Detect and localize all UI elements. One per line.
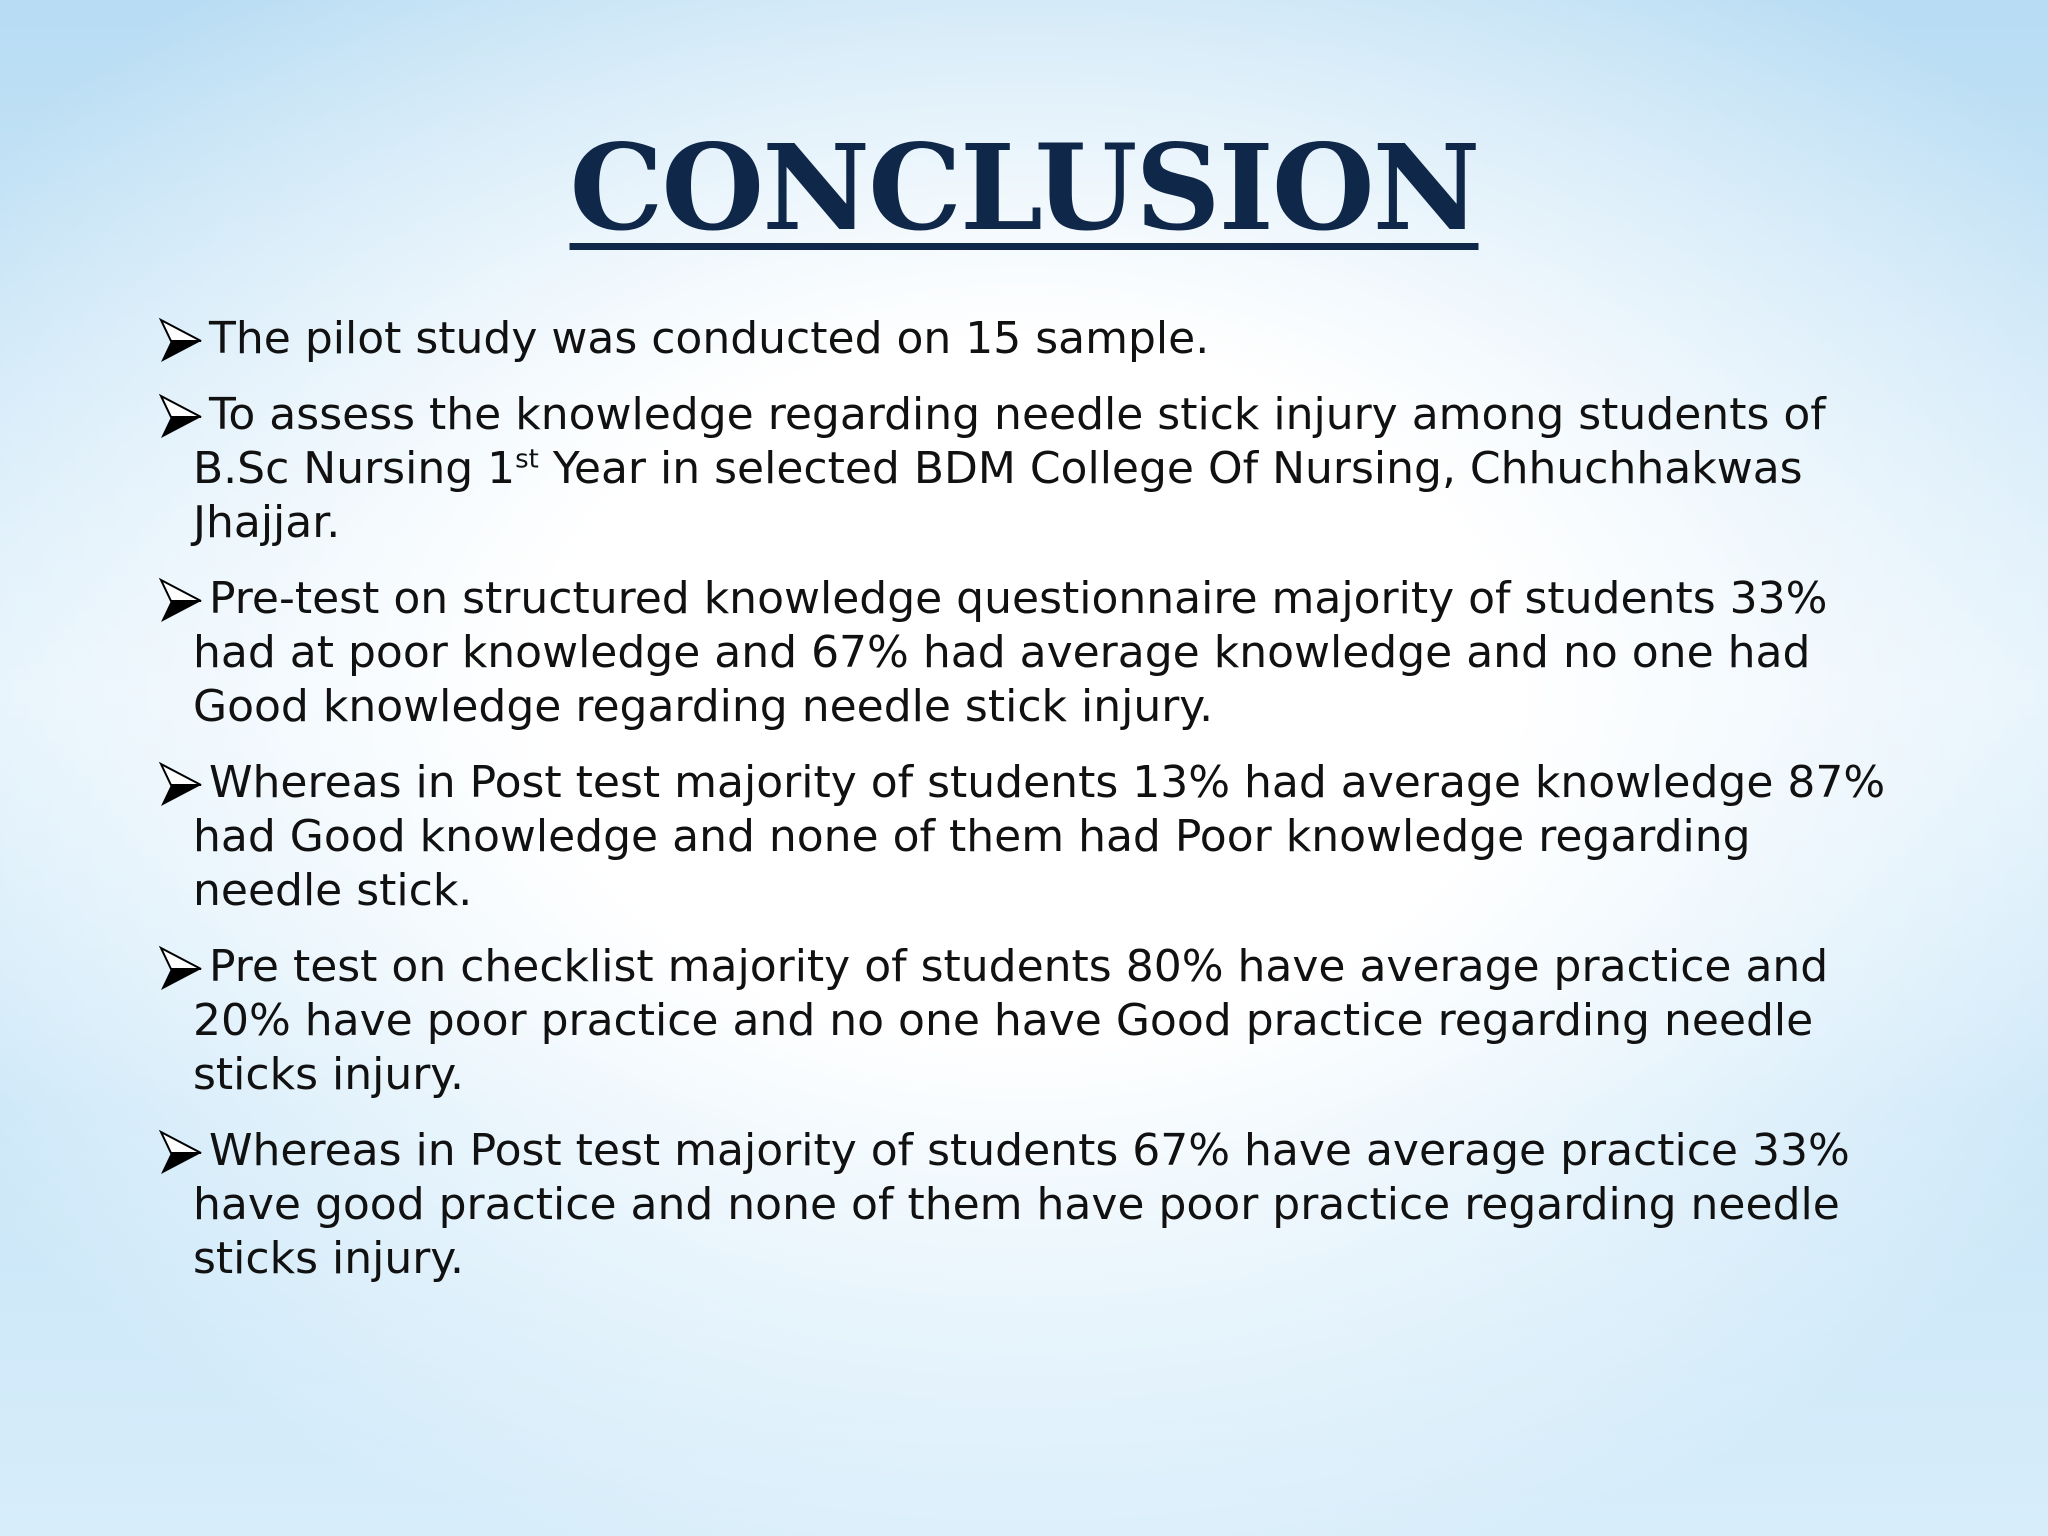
bullet-text-continued: Year in selected BDM College Of Nursing, Chhuchhakwas Jhajjar. <box>193 443 1803 548</box>
bullet-superscript: st <box>515 444 539 475</box>
bullet-text: To assess the knowledge regarding needle stick injury among students of B.Sc Nursing 1 <box>193 389 1826 494</box>
bullet-text: Whereas in Post test majority of students 67% have average practice 33% have good practice and none of them have poor practice regarding needle sticks injury. <box>193 1125 1850 1284</box>
bullet-item <box>155 312 1895 366</box>
arrow-bullet-icon <box>155 392 205 442</box>
arrow-bullet-icon <box>155 1128 205 1178</box>
slide-title-text: CONCLUSION <box>569 118 1479 257</box>
bullet-text: Pre test on checklist majority of students 80% have average practice and 20% have poor practice and no one have Good practice regarding needle sticks injury. <box>193 941 1829 1100</box>
bullet-text: Pre-test on structured knowledge questionnaire majority of students 33% had at poor knowledge and 67% had average knowledge and no one had Good knowledge regarding needle stick injury. <box>193 573 1828 732</box>
bullet-item <box>155 388 1895 550</box>
arrow-bullet-icon <box>155 760 205 810</box>
bullet-list <box>155 312 1895 1308</box>
bullet-text: Whereas in Post test majority of students 13% had average knowledge 87% had Good knowledge and none of them had Poor knowledge regarding needle stick. <box>193 757 1886 916</box>
arrow-bullet-icon <box>155 576 205 626</box>
arrow-bullet-icon <box>155 316 205 366</box>
bullet-item <box>155 1124 1895 1286</box>
bullet-item <box>155 572 1895 734</box>
bullet-item <box>155 756 1895 918</box>
bullet-item <box>155 940 1895 1102</box>
bullet-text: The pilot study was conducted on 15 sample. <box>209 313 1210 364</box>
slide-title <box>0 118 2048 257</box>
arrow-bullet-icon <box>155 944 205 994</box>
